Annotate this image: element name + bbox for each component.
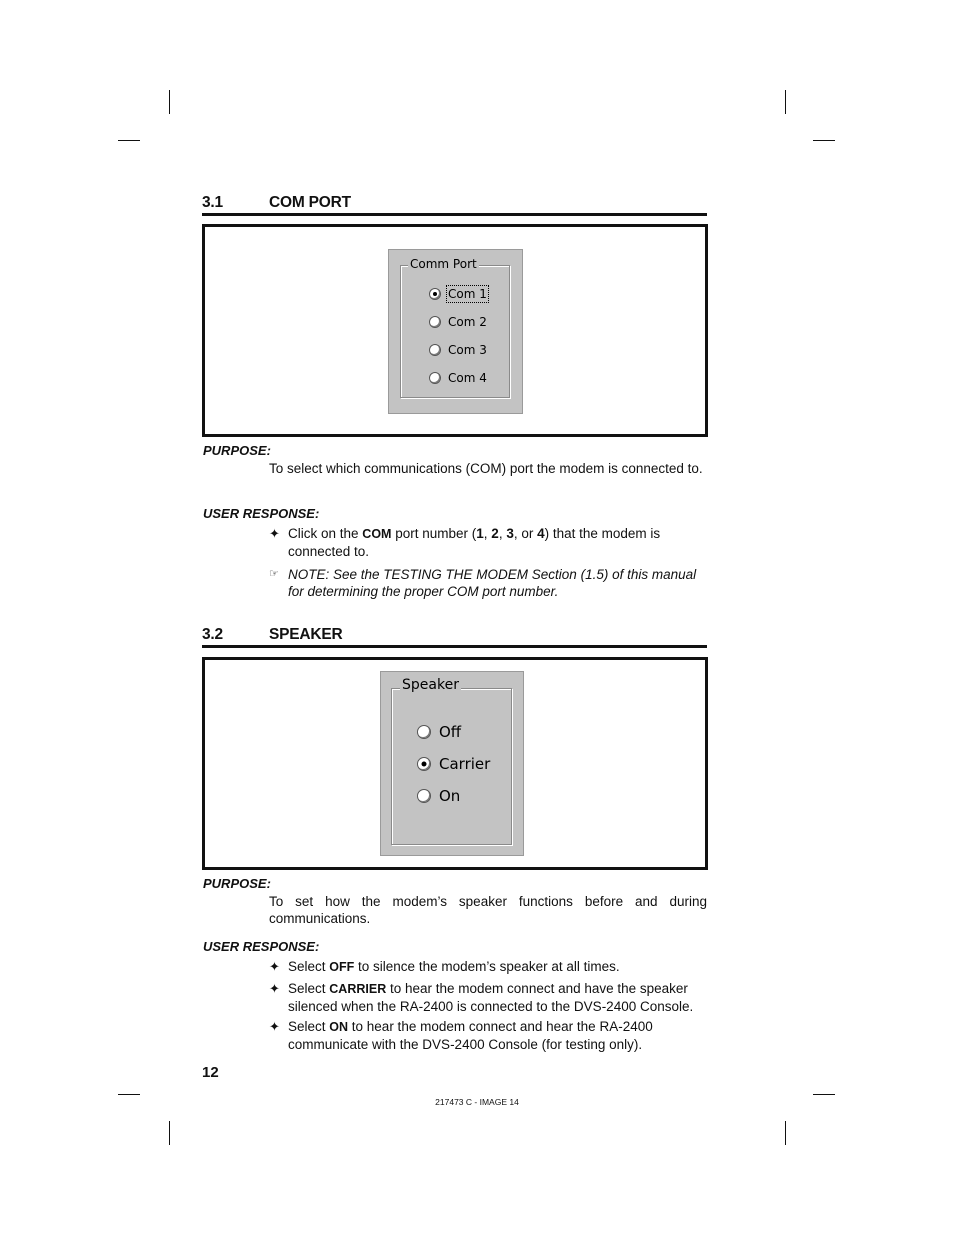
four-point-star-icon: ✦ xyxy=(269,959,280,974)
keyword: OFF xyxy=(329,960,355,974)
footer-code: 217473 C - IMAGE 14 xyxy=(435,1097,519,1107)
crop-mark xyxy=(169,1121,170,1145)
user-response-label: USER RESPONSE: xyxy=(203,939,320,954)
crop-mark xyxy=(813,140,835,141)
off-radio[interactable] xyxy=(417,723,461,741)
keyword: 2 xyxy=(491,526,499,541)
text-run: to hear the modem connect and have the speaker silenced when the RA-2400 is connected to the DVS-2400 Console. xyxy=(288,981,694,1014)
radio-unselected-icon xyxy=(429,316,441,328)
radio-selected-icon xyxy=(417,757,431,771)
keyword: 4 xyxy=(537,526,545,541)
radio-unselected-icon xyxy=(429,344,441,356)
com-3-radio[interactable] xyxy=(429,343,487,357)
text-run: to silence the modem’s speaker at all times. xyxy=(354,959,620,974)
bullet-text xyxy=(288,1018,709,1053)
crop-mark xyxy=(813,1094,835,1095)
text-run: Click on the xyxy=(288,526,363,541)
com-1-radio[interactable] xyxy=(429,287,487,301)
text-run: Select xyxy=(288,981,330,996)
keyword: ON xyxy=(329,1020,349,1034)
text-run: , or xyxy=(513,526,538,541)
carrier-radio[interactable] xyxy=(417,755,490,773)
com-4-radio[interactable] xyxy=(429,371,487,385)
com-1-label: Com 1 xyxy=(448,287,487,301)
comm-port-group-title: Comm Port xyxy=(410,257,477,271)
four-point-star-icon: ✦ xyxy=(269,526,280,541)
speaker-group-title: Speaker xyxy=(402,677,459,693)
purpose-text-line: To set how the modem’s speaker functions before and during xyxy=(269,894,707,909)
keyword: CARRIER xyxy=(329,982,387,996)
bullet-text xyxy=(288,525,709,560)
speaker-figure-frame xyxy=(202,657,708,870)
keyword: 1 xyxy=(476,526,484,541)
com-2-label: Com 2 xyxy=(448,315,487,329)
four-point-star-icon: ✦ xyxy=(269,981,280,996)
text-run: ) that the modem is connected to. xyxy=(288,526,661,559)
note-item xyxy=(269,566,709,600)
bullet-text xyxy=(288,980,709,1015)
page-number: 12 xyxy=(202,1064,219,1081)
section-heading-com-port xyxy=(202,194,707,216)
purpose-label: PURPOSE: xyxy=(203,876,271,891)
radio-selected-icon xyxy=(429,288,441,300)
text-run: port number ( xyxy=(391,526,477,541)
note-text: NOTE: See the TESTING THE MODEM Section (1.5) of this manual for determining the proper COM port number. xyxy=(288,567,697,599)
section-title: SPEAKER xyxy=(269,626,343,643)
text-run: Select xyxy=(288,1019,330,1034)
keyword: COM xyxy=(362,527,392,541)
crop-mark xyxy=(785,90,786,114)
bullet-item xyxy=(269,958,709,976)
radio-unselected-icon xyxy=(417,789,431,803)
bullet-item xyxy=(269,525,709,560)
section-title: COM PORT xyxy=(269,194,351,211)
section-heading-speaker xyxy=(202,626,707,648)
bullet-item xyxy=(269,980,709,1015)
text-run: to hear the modem connect and hear the RA-2400 communicate with the DVS-2400 Console (for testing only). xyxy=(288,1019,653,1052)
on-radio[interactable] xyxy=(417,787,460,805)
carrier-label: Carrier xyxy=(439,755,491,773)
four-point-star-icon: ✦ xyxy=(269,1019,280,1034)
purpose-label: PURPOSE: xyxy=(203,443,271,458)
purpose-text: To select which communications (COM) port the modem is connected to. xyxy=(269,461,703,476)
crop-mark xyxy=(169,90,170,114)
radio-unselected-icon xyxy=(417,725,431,739)
on-label: On xyxy=(439,787,461,805)
crop-mark xyxy=(785,1121,786,1145)
section-number: 3.2 xyxy=(202,626,223,643)
text-run: , xyxy=(498,526,507,541)
com-port-figure-frame xyxy=(202,224,708,437)
text-run: , xyxy=(483,526,492,541)
keyword: 3 xyxy=(506,526,514,541)
crop-mark xyxy=(118,140,140,141)
speaker-dialog xyxy=(380,671,524,856)
com-3-label: Com 3 xyxy=(448,343,487,357)
pointing-hand-icon: ☞ xyxy=(269,568,279,580)
off-label: Off xyxy=(439,723,462,741)
user-response-label: USER RESPONSE: xyxy=(203,506,320,521)
com-4-label: Com 4 xyxy=(448,371,487,385)
bullet-text xyxy=(288,958,709,976)
crop-mark xyxy=(118,1094,140,1095)
comm-port-dialog xyxy=(388,249,523,414)
bullet-item xyxy=(269,1018,709,1053)
section-number: 3.1 xyxy=(202,194,223,211)
text-run: Select xyxy=(288,959,330,974)
com-2-radio[interactable] xyxy=(429,315,487,329)
radio-unselected-icon xyxy=(429,372,441,384)
purpose-text-line: communications. xyxy=(269,911,371,926)
